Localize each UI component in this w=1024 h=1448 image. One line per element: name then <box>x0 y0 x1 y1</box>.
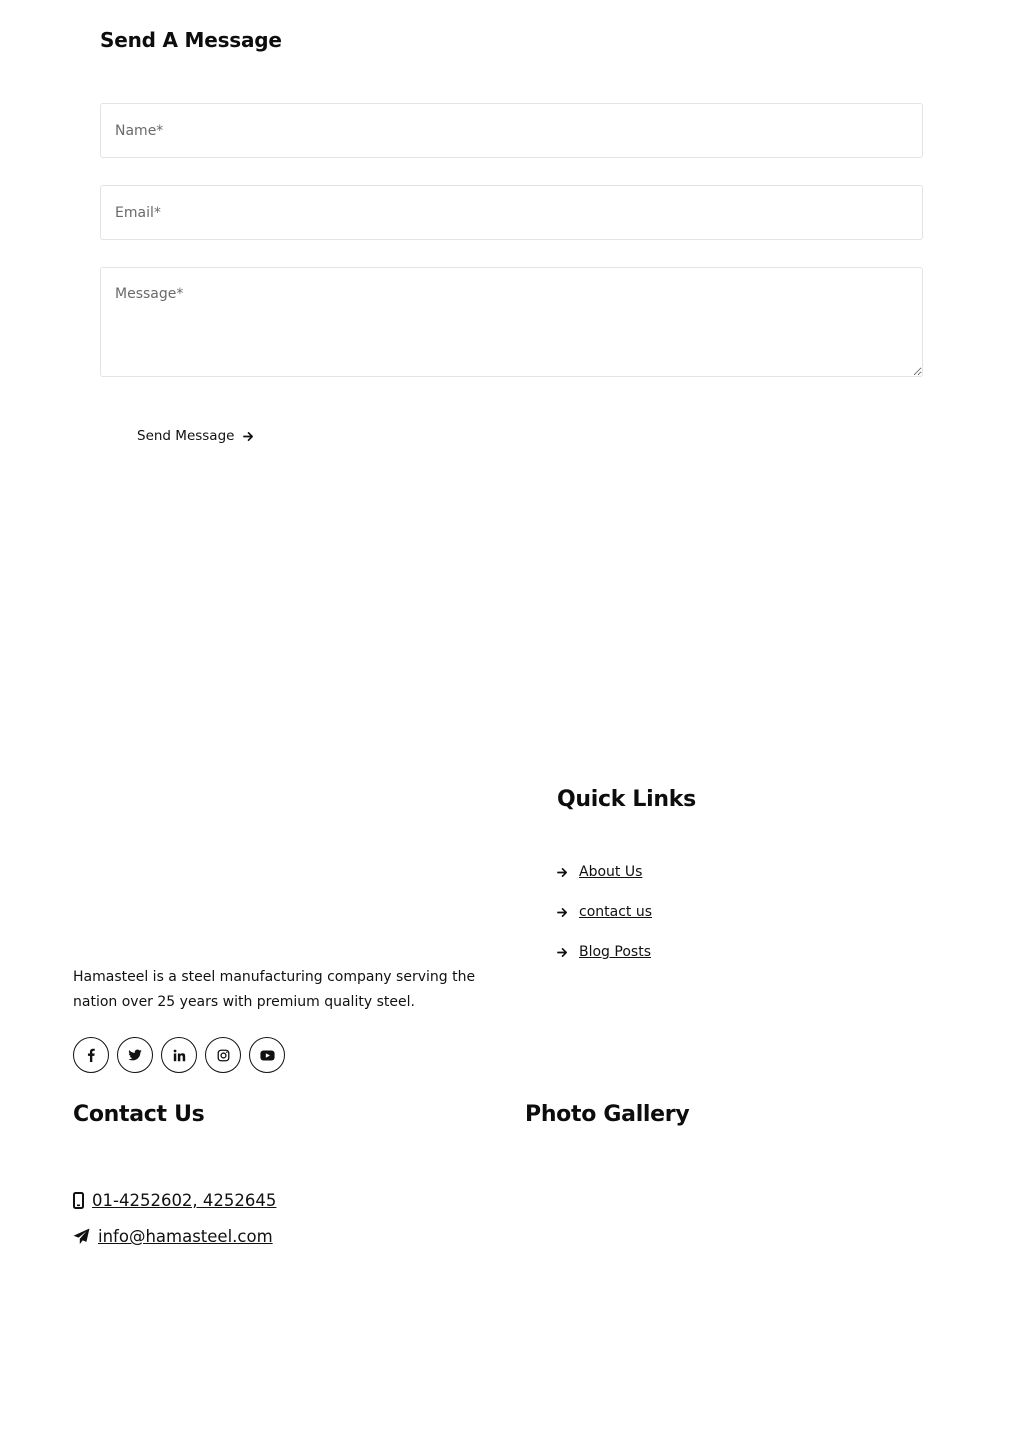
phone-link[interactable]: 01-4252602, 4252645 <box>92 1191 277 1210</box>
contact-us-title: Contact Us <box>73 1102 205 1127</box>
youtube-button[interactable] <box>249 1037 285 1073</box>
arrow-right-icon <box>243 431 254 442</box>
quick-link-label[interactable]: Blog Posts <box>579 944 651 960</box>
facebook-icon <box>84 1048 98 1062</box>
contact-phone <box>73 1191 276 1210</box>
contact-email <box>73 1227 273 1246</box>
quick-link-contact-us[interactable] <box>557 904 652 920</box>
email-link[interactable]: info@hamasteel.com <box>98 1227 273 1246</box>
linkedin-icon <box>173 1049 186 1062</box>
linkedin-button[interactable] <box>161 1037 197 1073</box>
youtube-icon <box>260 1049 275 1062</box>
arrow-right-icon <box>557 947 568 958</box>
instagram-icon <box>217 1049 230 1062</box>
photo-gallery-title: Photo Gallery <box>525 1102 690 1127</box>
quick-link-about-us[interactable] <box>557 864 642 880</box>
instagram-button[interactable] <box>205 1037 241 1073</box>
twitter-icon <box>128 1048 142 1062</box>
quick-links-title: Quick Links <box>557 787 696 812</box>
quick-link-blog-posts[interactable] <box>557 944 651 960</box>
email-field[interactable] <box>100 185 923 240</box>
twitter-button[interactable] <box>117 1037 153 1073</box>
paper-plane-icon <box>73 1228 90 1245</box>
quick-link-label[interactable]: contact us <box>579 904 653 920</box>
arrow-right-icon <box>557 907 568 918</box>
form-title: Send A Message <box>100 28 282 52</box>
send-message-button[interactable] <box>137 428 254 444</box>
send-message-label: Send Message <box>137 428 235 444</box>
quick-link-label[interactable]: About Us <box>579 864 643 880</box>
arrow-right-icon <box>557 867 568 878</box>
name-field[interactable] <box>100 103 923 158</box>
about-text: Hamasteel is a steel manufacturing company serving the nation over 25 years with premium quality steel. <box>73 969 476 1010</box>
social-links <box>73 1037 285 1073</box>
facebook-button[interactable] <box>73 1037 109 1073</box>
mobile-phone-icon <box>73 1192 84 1209</box>
message-field[interactable] <box>100 267 923 377</box>
